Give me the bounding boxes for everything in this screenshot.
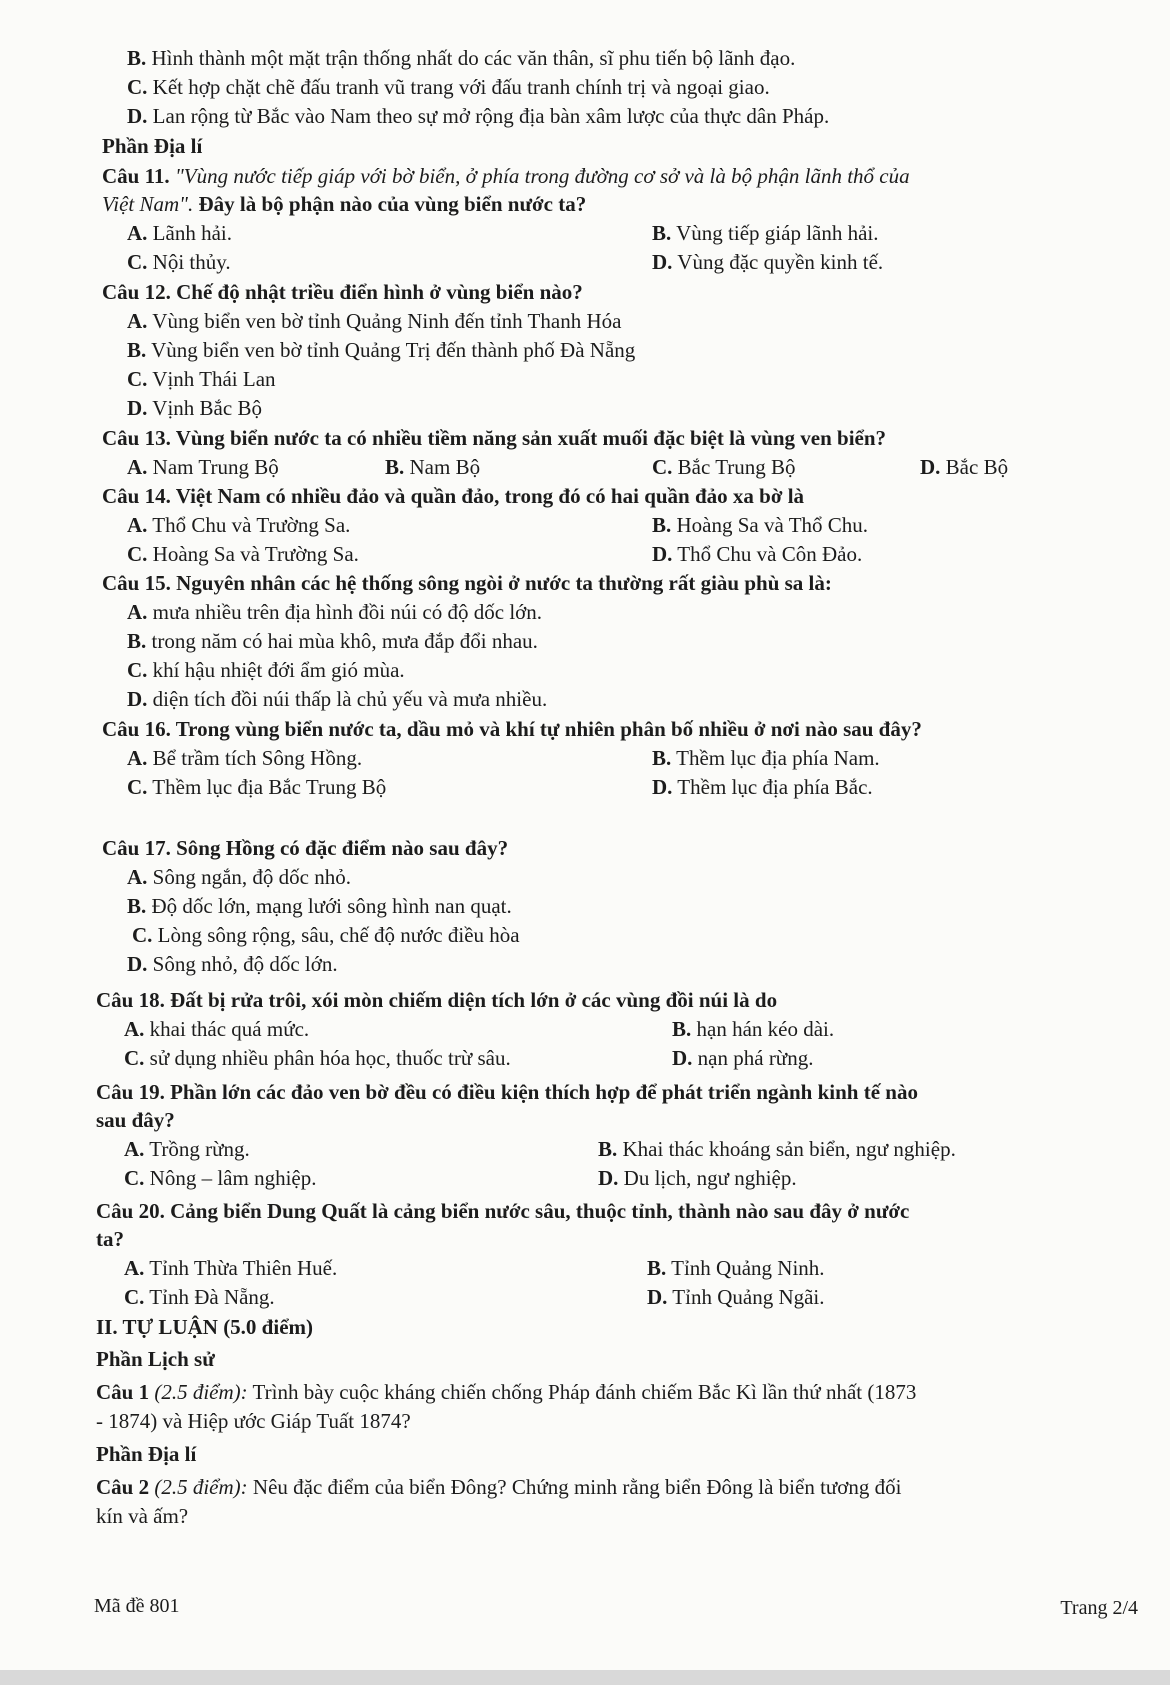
- answer-letter: D.: [652, 542, 673, 566]
- answer-letter: C.: [127, 775, 148, 799]
- answer-letter: A.: [127, 455, 148, 479]
- answer-b: [672, 1015, 834, 1043]
- question-14: Câu 14. Việt Nam có nhiều đảo và quần đảo, trong đó có hai quần đảo xa bờ là: [102, 484, 805, 508]
- answer-letter: A.: [127, 600, 148, 624]
- answer-text: Bể trầm tích Sông Hồng.: [147, 746, 363, 770]
- answer-text: Vùng tiếp giáp lãnh hải.: [671, 221, 879, 245]
- answer-letter: B.: [652, 513, 672, 537]
- page-number: Trang 2/4: [1060, 1597, 1138, 1619]
- answer-letter: C.: [132, 923, 153, 947]
- answer-letter: D.: [652, 775, 673, 799]
- answer-c: [652, 453, 796, 481]
- answer-letter: C.: [652, 455, 673, 479]
- option-line: [127, 44, 795, 72]
- answer-b: [598, 1135, 956, 1163]
- question-15: Câu 15. Nguyên nhân các hệ thống sông ngòi ở nước ta thường rất giàu phù sa là:: [102, 571, 832, 595]
- question-quote: Việt Nam".: [102, 192, 194, 216]
- answer-c: [127, 656, 405, 684]
- scan-edge-bar: [0, 1670, 1170, 1685]
- answer-text: Tỉnh Đà Nẵng.: [144, 1285, 275, 1309]
- answer-c: [124, 1283, 275, 1311]
- answer-letter: A.: [124, 1256, 145, 1280]
- answer-text: diện tích đồi núi thấp là chủ yếu và mưa nhiều.: [147, 687, 548, 711]
- question-11-line-2: [102, 190, 586, 218]
- answer-text: Lòng sông rộng, sâu, chế độ nước điều hòa: [152, 923, 520, 947]
- answer-letter: B.: [127, 338, 147, 362]
- answer-letter: A.: [124, 1137, 145, 1161]
- question-label: Câu 11.: [102, 164, 170, 188]
- answer-letter: B.: [127, 629, 147, 653]
- answer-letter: B.: [598, 1137, 618, 1161]
- answer-text: Sông nhỏ, độ dốc lớn.: [147, 952, 338, 976]
- answer-text: Trồng rừng.: [144, 1137, 250, 1161]
- essay-points: (2.5 điểm):: [149, 1475, 248, 1499]
- answer-c: [127, 365, 276, 393]
- question-12: Câu 12. Chế độ nhật triều điển hình ở vùng biển nào?: [102, 280, 583, 304]
- answer-text: khí hậu nhiệt đới ẩm gió mùa.: [147, 658, 405, 682]
- answer-text: Bắc Bộ: [940, 455, 1009, 479]
- answer-text: Nội thủy.: [147, 250, 231, 274]
- question-13: Câu 13. Vùng biển nước ta có nhiều tiềm năng sản xuất muối đặc biệt là vùng ven biển?: [102, 426, 887, 450]
- answer-letter: A.: [127, 309, 148, 333]
- answer-a: [127, 219, 232, 247]
- answer-d: [652, 248, 883, 276]
- answer-text: Nông – lâm nghiệp.: [144, 1166, 317, 1190]
- answer-text: Vùng biển ven bờ tỉnh Quảng Ninh đến tỉnh Thanh Hóa: [147, 309, 622, 333]
- answer-text: Nam Trung Bộ: [147, 455, 279, 479]
- answer-text: Vùng biển ven bờ tỉnh Quảng Trị đến thành phố Đà Nẵng: [146, 338, 636, 362]
- answer-d: [672, 1044, 813, 1072]
- answer-b: [652, 511, 868, 539]
- answer-text: Tỉnh Quảng Ngãi.: [667, 1285, 825, 1309]
- answer-text: Tỉnh Thừa Thiên Huế.: [144, 1256, 338, 1280]
- question-16: Câu 16. Trong vùng biển nước ta, dầu mỏ và khí tự nhiên phân bố nhiều ở nơi nào sau đây?: [102, 717, 922, 741]
- question-19-line-1: Câu 19. Phần lớn các đảo ven bờ đều có điều kiện thích hợp để phát triển ngành kinh tế nào: [96, 1080, 918, 1104]
- essay-points: (2.5 điểm):: [149, 1380, 248, 1404]
- question-quote: "Vùng nước tiếp giáp với bờ biển, ở phía trong đường cơ sở và là bộ phận lãnh thổ của: [169, 164, 910, 188]
- question-17: Câu 17. Sông Hồng có đặc điểm nào sau đây?: [102, 836, 509, 860]
- answer-d: [598, 1164, 797, 1192]
- question-11-line-1: [102, 162, 910, 190]
- answer-text: Du lịch, ngư nghiệp.: [618, 1166, 797, 1190]
- answer-letter: A.: [127, 746, 148, 770]
- answer-a: [127, 598, 542, 626]
- answer-text: hạn hán kéo dài.: [691, 1017, 835, 1041]
- answer-text: Vịnh Thái Lan: [147, 367, 276, 391]
- answer-letter: D.: [920, 455, 941, 479]
- answer-c: [124, 1044, 511, 1072]
- answer-text: Thổ Chu và Côn Đảo.: [672, 542, 863, 566]
- answer-c: [124, 1164, 316, 1192]
- answer-c: [127, 248, 231, 276]
- answer-b: [652, 744, 880, 772]
- answer-a: [127, 863, 351, 891]
- answer-letter: C.: [124, 1046, 145, 1070]
- option-text: Kết hợp chặt chẽ đấu tranh vũ trang với đấu tranh chính trị và ngoại giao.: [147, 75, 770, 99]
- answer-letter: D.: [127, 687, 148, 711]
- answer-letter: C.: [124, 1285, 145, 1309]
- answer-letter: D.: [127, 952, 148, 976]
- answer-letter: B.: [385, 455, 405, 479]
- answer-letter: A.: [127, 221, 148, 245]
- question-20-line-1: Câu 20. Cảng biển Dung Quất là cảng biển nước sâu, thuộc tỉnh, thành nào sau đây ở nước: [96, 1199, 910, 1223]
- answer-d: [127, 685, 547, 713]
- option-text: Hình thành một mặt trận thống nhất do các văn thân, sĩ phu tiến bộ lãnh đạo.: [146, 46, 796, 70]
- option-text: Lan rộng từ Bắc vào Nam theo sự mở rộng địa bàn xâm lược của thực dân Pháp.: [147, 104, 830, 128]
- answer-a: [127, 744, 362, 772]
- essay-1-line-2: - 1874) và Hiệp ước Giáp Tuất 1874?: [96, 1409, 411, 1433]
- part-2-heading: II. TỰ LUẬN (5.0 điểm): [96, 1315, 314, 1339]
- answer-text: Thềm lục địa phía Nam.: [671, 746, 880, 770]
- answer-letter: D.: [672, 1046, 693, 1070]
- essay-text: Nêu đặc điểm của biển Đông? Chứng minh rằng biển Đông là biển tương đối: [247, 1475, 902, 1499]
- answer-letter: B.: [647, 1256, 667, 1280]
- question-19-line-2: sau đây?: [96, 1108, 175, 1132]
- answer-letter: C.: [127, 542, 148, 566]
- answer-text: Thềm lục địa Bắc Trung Bộ: [147, 775, 387, 799]
- answer-text: nạn phá rừng.: [692, 1046, 814, 1070]
- answer-b: [127, 336, 635, 364]
- answer-a: [124, 1015, 309, 1043]
- answer-d: [920, 453, 1008, 481]
- option-line: [127, 102, 829, 130]
- answer-text: Sông ngắn, độ dốc nhỏ.: [147, 865, 351, 889]
- answer-text: sử dụng nhiều phân hóa học, thuốc trừ sâu.: [144, 1046, 511, 1070]
- answer-letter: B.: [652, 221, 672, 245]
- question-18: Câu 18. Đất bị rửa trôi, xói mòn chiếm diện tích lớn ở các vùng đồi núi là do: [96, 988, 778, 1012]
- answer-letter: A.: [127, 513, 148, 537]
- exam-code: Mã đề 801: [94, 1595, 180, 1617]
- answer-d: [647, 1283, 825, 1311]
- section-heading-geography: Phần Địa lí: [102, 134, 203, 158]
- answer-d: [127, 394, 262, 422]
- answer-text: mưa nhiều trên địa hình đồi núi có độ dốc lớn.: [147, 600, 543, 624]
- answer-letter: C.: [127, 250, 148, 274]
- answer-d: [652, 540, 862, 568]
- answer-c: [127, 773, 386, 801]
- answer-text: khai thác quá mức.: [144, 1017, 310, 1041]
- option-letter: C.: [127, 75, 148, 99]
- answer-letter: D.: [647, 1285, 668, 1309]
- answer-a: [127, 307, 621, 335]
- answer-letter: C.: [127, 367, 148, 391]
- question-prompt: Đây là bộ phận nào của vùng biển nước ta?: [193, 192, 587, 216]
- essay-label: Câu 2: [96, 1475, 150, 1499]
- answer-text: Vịnh Bắc Bộ: [147, 396, 262, 420]
- answer-b: [647, 1254, 825, 1282]
- question-20-line-2: ta?: [96, 1227, 124, 1251]
- answer-letter: A.: [124, 1017, 145, 1041]
- answer-text: Nam Bộ: [404, 455, 481, 479]
- essay-label: Câu 1: [96, 1380, 150, 1404]
- option-line: [127, 73, 770, 101]
- answer-text: Hoàng Sa và Trường Sa.: [147, 542, 359, 566]
- answer-b: [127, 892, 512, 920]
- answer-letter: B.: [652, 746, 672, 770]
- answer-letter: C.: [124, 1166, 145, 1190]
- answer-text: Thềm lục địa phía Bắc.: [672, 775, 873, 799]
- answer-letter: B.: [672, 1017, 692, 1041]
- answer-letter: D.: [127, 396, 148, 420]
- answer-a: [124, 1135, 250, 1163]
- answer-d: [127, 950, 338, 978]
- option-letter: D.: [127, 104, 148, 128]
- answer-text: Hoàng Sa và Thổ Chu.: [671, 513, 869, 537]
- essay-text: Trình bày cuộc kháng chiến chống Pháp đánh chiếm Bắc Kì lần thứ nhất (1873: [247, 1380, 917, 1404]
- answer-letter: D.: [652, 250, 673, 274]
- answer-a: [124, 1254, 337, 1282]
- answer-b: [127, 627, 538, 655]
- answer-text: Lãnh hải.: [147, 221, 232, 245]
- answer-letter: B.: [127, 894, 147, 918]
- answer-letter: C.: [127, 658, 148, 682]
- answer-c: [132, 921, 520, 949]
- section-heading-history: Phần Lịch sử: [96, 1347, 215, 1371]
- answer-text: trong năm có hai mùa khô, mưa đắp đổi nhau.: [146, 629, 538, 653]
- answer-a: [127, 511, 350, 539]
- answer-text: Vùng đặc quyền kinh tế.: [672, 250, 884, 274]
- essay-1-line-1: [96, 1378, 916, 1406]
- answer-b: [652, 219, 879, 247]
- option-letter: B.: [127, 46, 147, 70]
- answer-b: [385, 453, 480, 481]
- essay-2-line-1: [96, 1473, 901, 1501]
- answer-d: [652, 773, 873, 801]
- answer-text: Tỉnh Quảng Ninh.: [666, 1256, 825, 1280]
- answer-c: [127, 540, 359, 568]
- answer-letter: A.: [127, 865, 148, 889]
- answer-a: [127, 453, 279, 481]
- answer-text: Thổ Chu và Trường Sa.: [147, 513, 351, 537]
- answer-text: Khai thác khoáng sản biển, ngư nghiệp.: [617, 1137, 956, 1161]
- answer-letter: D.: [598, 1166, 619, 1190]
- answer-text: Bắc Trung Bộ: [672, 455, 796, 479]
- section-heading-geography-2: Phần Địa lí: [96, 1442, 197, 1466]
- essay-2-line-2: kín và ấm?: [96, 1504, 189, 1528]
- answer-text: Độ dốc lớn, mạng lưới sông hình nan quạt.: [146, 894, 512, 918]
